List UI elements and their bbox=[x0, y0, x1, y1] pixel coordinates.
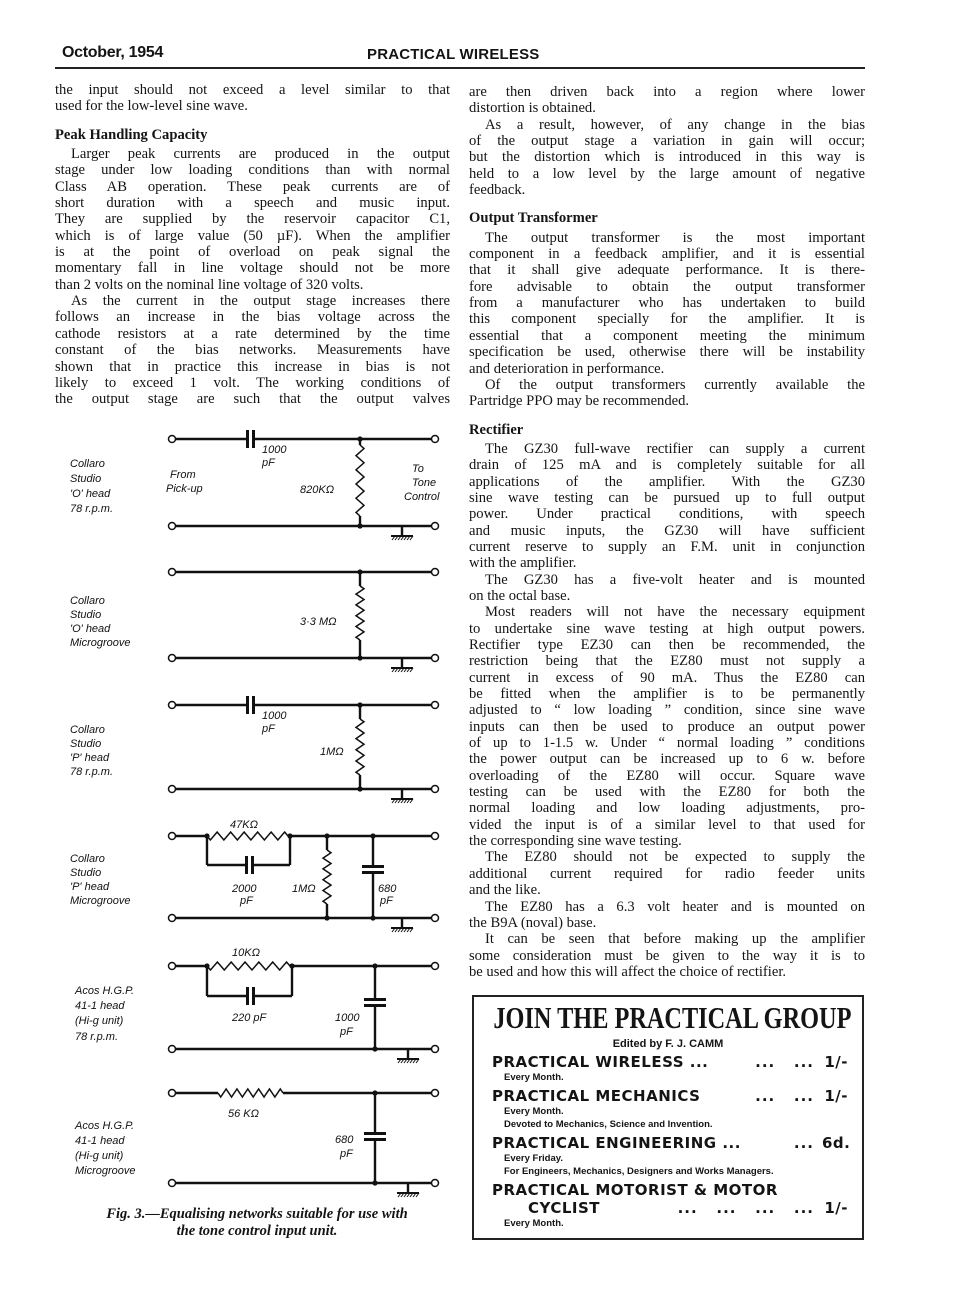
text-line: The output transformer is the most important bbox=[485, 229, 865, 246]
text-line: of the output stage a variation in gain will occur; bbox=[469, 133, 865, 150]
text-line: likely to exceed 1 volt. The working conditions of bbox=[55, 374, 450, 391]
publication-note: For Engineers, Mechanics, Designers and Works Managers. bbox=[504, 1166, 774, 1177]
pickup-label: 'P' head bbox=[70, 881, 110, 893]
terminal-icon bbox=[432, 1180, 439, 1187]
resistor-icon bbox=[356, 719, 364, 775]
text-line: Rectifier type EZ30 can then be recommended, the bbox=[469, 637, 865, 653]
text-line: short duration with a speech and music input. bbox=[55, 195, 450, 212]
component-label: pF bbox=[262, 723, 275, 735]
pickup-label: 78 r.p.m. bbox=[70, 503, 113, 515]
text-line: the power output can be increased up to 6 w. before bbox=[469, 751, 865, 768]
pickup-label: Studio bbox=[70, 738, 102, 750]
text-line: that it shall give adequate performance. It is there- bbox=[469, 262, 865, 279]
publication-note: Every Month. bbox=[504, 1105, 564, 1117]
resistor-icon bbox=[218, 1089, 283, 1097]
terminal-icon bbox=[169, 1046, 176, 1053]
text-line: testing can be used with the EZ80 for both the bbox=[469, 784, 865, 801]
component-label: pF bbox=[380, 895, 393, 907]
advert-items bbox=[474, 1053, 862, 1230]
capacitor-icon bbox=[245, 856, 248, 874]
resistor-icon bbox=[356, 445, 364, 516]
component-label: 220 pF bbox=[232, 1012, 267, 1024]
capacitor-icon bbox=[364, 998, 386, 1001]
leader-dots: ... ... bbox=[755, 1053, 814, 1071]
text-line: held to a low level by the large amount of negative bbox=[469, 165, 865, 182]
section-heading: Rectifier bbox=[469, 421, 524, 438]
text-line: essential that a component meeting the minimum bbox=[469, 327, 865, 344]
capacitor-icon bbox=[364, 1138, 386, 1141]
text-line: inputs can then be used to produce an output power bbox=[469, 718, 865, 735]
publication-name-cont: CYCLIST bbox=[528, 1198, 601, 1217]
terminal-icon bbox=[432, 569, 439, 576]
capacitor-icon bbox=[252, 430, 255, 448]
leader-dots: ... ... ... ... bbox=[677, 1198, 814, 1217]
leader-dots: ... ... bbox=[755, 1086, 814, 1105]
text-line: The EZ80 has a 6.3 volt heater and is mounted on bbox=[485, 898, 865, 915]
publication-note: Every Month. bbox=[504, 1217, 564, 1229]
text-line: Larger peak currents are produced in the output bbox=[71, 146, 450, 163]
component-label: 3·3 MΩ bbox=[300, 616, 337, 628]
capacitor-icon bbox=[364, 1132, 386, 1135]
pickup-label: 'O' head bbox=[70, 623, 111, 635]
text-line: Partridge PPO may be recommended. bbox=[469, 393, 690, 410]
magazine-title: PRACTICAL WIRELESS bbox=[367, 46, 540, 63]
text-line: used for the low-level sine wave. bbox=[55, 98, 248, 115]
component-label: 1000 bbox=[262, 710, 287, 722]
text-line: current reserve to supply an F.M. unit in conjunction bbox=[469, 538, 865, 555]
pickup-label: Collaro bbox=[70, 595, 105, 607]
junction-dot bbox=[357, 786, 362, 791]
publication-name: PRACTICAL WIRELESS ... bbox=[492, 1053, 709, 1071]
component-label: To bbox=[412, 463, 424, 475]
terminal-icon bbox=[169, 1090, 176, 1097]
text-line: Of the output transformers currently available the bbox=[485, 376, 865, 393]
caption-line: the tone control input unit. bbox=[176, 1222, 338, 1239]
resistor-icon bbox=[323, 850, 331, 904]
capacitor-icon bbox=[364, 1004, 386, 1007]
terminal-icon bbox=[169, 1180, 176, 1187]
advert-title: JOIN THE PRACTICAL GROUP bbox=[493, 1001, 852, 1035]
junction-dot bbox=[370, 915, 375, 920]
pickup-label: 41-1 head bbox=[75, 1000, 125, 1012]
text-line: restriction being that the EZ80 must not supply a bbox=[469, 653, 865, 670]
component-label: 1MΩ bbox=[292, 883, 316, 895]
text-line: constant of the bias networks. Measurements have bbox=[55, 342, 450, 359]
figure-caption bbox=[62, 1206, 452, 1239]
terminal-icon bbox=[432, 963, 439, 970]
pickup-label: Collaro bbox=[70, 458, 105, 470]
text-line: this component specially for the amplifier. It is bbox=[469, 311, 865, 328]
text-line: specification be used, otherwise there will be instability bbox=[469, 344, 865, 361]
pickup-label: Studio bbox=[70, 867, 102, 879]
text-line: the output stage are such that the output valves bbox=[55, 391, 450, 408]
section-heading: Output Transformer bbox=[469, 210, 598, 227]
publication-name: PRACTICAL MECHANICS bbox=[492, 1086, 701, 1105]
publication-price: 1/- bbox=[824, 1086, 848, 1105]
component-label: Tone bbox=[412, 477, 437, 489]
issue-date: October, 1954 bbox=[62, 44, 164, 61]
text-line: is at the point of overload on peak signal the bbox=[55, 244, 450, 261]
text-line: vided the input is of a similar level to that used for bbox=[469, 816, 865, 833]
advert-item-row bbox=[492, 1133, 851, 1152]
capacitor-icon bbox=[252, 696, 255, 714]
terminal-icon bbox=[169, 569, 176, 576]
junction-dot bbox=[324, 915, 329, 920]
text-line: Most readers will not have the necessary equipment bbox=[485, 604, 865, 621]
text-line: sine wave testing can be pursued up to full output bbox=[469, 489, 865, 506]
component-label: pF bbox=[262, 457, 275, 469]
text-line: shown that in practice this increase in bias is not bbox=[55, 358, 450, 375]
component-label: 10KΩ bbox=[232, 947, 260, 959]
text-line: component in a feedback amplifier, and it is essential bbox=[469, 246, 865, 263]
component-label: 2000 bbox=[232, 883, 257, 895]
component-label: Control bbox=[404, 491, 440, 503]
advert-item-row bbox=[492, 1087, 848, 1105]
text-line: power. Under practical conditions, with speech bbox=[469, 506, 865, 523]
pickup-label: 78 r.p.m. bbox=[75, 1031, 118, 1043]
text-line: They are supplied by the reservoir capacitor C1, bbox=[55, 211, 450, 228]
component-label: pF bbox=[340, 1026, 353, 1038]
text-line: be used and how this will affect the choice of rectifier. bbox=[469, 963, 787, 980]
component-label: Pick-up bbox=[166, 483, 203, 495]
text-line: overloading of the EZ80 will occur. Square wave bbox=[469, 767, 865, 784]
component-label: 680 bbox=[378, 883, 397, 895]
component-label: 56 KΩ bbox=[228, 1108, 259, 1120]
section-heading: Peak Handling Capacity bbox=[55, 126, 208, 143]
pickup-label: Studio bbox=[70, 609, 102, 621]
text-line: Class AB operation. These peak currents are of bbox=[55, 178, 450, 195]
text-line: The GZ30 has a five-volt heater and is mounted bbox=[485, 571, 865, 588]
leader-dots: ... bbox=[793, 1133, 814, 1152]
text-line: fore advisable to obtain the output transformer bbox=[469, 278, 865, 295]
component-label: 47KΩ bbox=[230, 819, 258, 831]
publication-note: Every Month. bbox=[504, 1072, 564, 1083]
junction-dot bbox=[357, 655, 362, 660]
text-line: The EZ80 should not be expected to supply the bbox=[485, 849, 865, 866]
terminal-icon bbox=[169, 963, 176, 970]
text-line: stage under low loading conditions than with normal bbox=[55, 162, 450, 179]
text-line: and the like. bbox=[469, 882, 541, 899]
capacitor-icon bbox=[362, 865, 384, 868]
advert-item-row bbox=[492, 1053, 848, 1071]
text-line: from a manufacturer who has undertaken to build bbox=[469, 295, 865, 312]
publication-price: 1/- bbox=[824, 1053, 848, 1071]
advert-editor: Edited by F. J. CAMM bbox=[612, 1038, 724, 1050]
capacitor-icon bbox=[251, 856, 254, 874]
pickup-label: Microgroove bbox=[75, 1165, 136, 1177]
advert-item-row bbox=[492, 1199, 848, 1217]
text-line: The GZ30 full-wave rectifier can supply a current bbox=[485, 440, 865, 457]
pickup-label: 78 r.p.m. bbox=[70, 766, 113, 778]
terminal-icon bbox=[169, 702, 176, 709]
pickup-label: (Hi-g unit) bbox=[75, 1150, 124, 1162]
text-line: As the current in the output stage increases there bbox=[71, 293, 450, 310]
text-line: additional current required for radio feeder units bbox=[469, 865, 865, 882]
text-line: follows an increase in the bias voltage across the bbox=[55, 309, 450, 326]
text-line: the corresponding sine wave testing. bbox=[469, 833, 682, 850]
terminal-icon bbox=[169, 655, 176, 662]
capacitor-icon bbox=[246, 696, 249, 714]
advert-item bbox=[474, 1181, 862, 1231]
text-line: but the distortion which is introduced in this way is bbox=[469, 149, 865, 166]
publication-note: Every Friday. bbox=[504, 1152, 563, 1164]
text-line: It can be seen that before making up the amplifier bbox=[485, 931, 865, 948]
junction-dot bbox=[372, 1046, 377, 1051]
text-line: cathode resistors at a rate determined by the time bbox=[55, 325, 450, 342]
publication-name: PRACTICAL MOTORIST & MOTOR bbox=[492, 1180, 778, 1199]
text-line: are then driven back into a region where lower bbox=[469, 84, 865, 100]
resistor-icon bbox=[356, 586, 364, 640]
text-line: with the amplifier. bbox=[469, 555, 577, 572]
terminal-icon bbox=[432, 786, 439, 793]
component-label: From bbox=[170, 469, 196, 481]
text-line: some consideration must be given to the way it is to bbox=[469, 947, 865, 964]
pickup-label: Acos H.G.P. bbox=[75, 985, 135, 997]
terminal-icon bbox=[169, 786, 176, 793]
text-line: of up to 1-1.5 w. Under “ normal loading ” conditions bbox=[469, 735, 865, 752]
text-line: drain of 125 mA and is completely suitable for all bbox=[469, 457, 865, 474]
text-line: be fitted when the amplifier is to be permanently bbox=[469, 686, 865, 703]
text-line: than 2 volts on the nominal line voltage of 320 volts. bbox=[55, 276, 364, 293]
terminal-icon bbox=[432, 833, 439, 840]
capacitor-icon bbox=[362, 871, 384, 874]
caption-line: Fig. 3.—Equalising networks suitable for use with bbox=[106, 1206, 408, 1222]
advert-item bbox=[474, 1087, 862, 1132]
text-line: the B9A (noval) base. bbox=[469, 914, 597, 931]
advert-item-title bbox=[492, 1181, 848, 1199]
pickup-label: Microgroove bbox=[70, 895, 131, 907]
terminal-icon bbox=[169, 833, 176, 840]
text-line: distortion is obtained. bbox=[469, 100, 596, 117]
advert-item bbox=[474, 1053, 862, 1085]
capacitor-icon bbox=[246, 987, 249, 1005]
capacitor-icon bbox=[252, 987, 255, 1005]
publication-name: PRACTICAL ENGINEERING ... bbox=[492, 1133, 741, 1152]
pickup-label: Collaro bbox=[70, 853, 105, 865]
component-label: 680 bbox=[335, 1134, 354, 1146]
publication-price: 1/- bbox=[824, 1198, 848, 1217]
publication-price: 6d. bbox=[822, 1133, 851, 1152]
text-line: As a result, however, of any change in the bias bbox=[485, 116, 865, 133]
terminal-icon bbox=[432, 655, 439, 662]
terminal-icon bbox=[432, 523, 439, 530]
component-label: 1MΩ bbox=[320, 746, 344, 758]
pickup-label: (Hi-g unit) bbox=[75, 1015, 124, 1027]
pickup-label: Acos H.G.P. bbox=[75, 1120, 135, 1132]
capacitor-icon bbox=[246, 430, 249, 448]
advert-item bbox=[474, 1134, 862, 1179]
terminal-icon bbox=[432, 702, 439, 709]
resistor-icon bbox=[207, 962, 290, 970]
terminal-icon bbox=[432, 1046, 439, 1053]
terminal-icon bbox=[169, 436, 176, 443]
text-line: adjusted to “ low loading ” condition, since sine wave bbox=[469, 702, 865, 719]
practical-group-advert bbox=[472, 995, 864, 1240]
component-label: pF bbox=[240, 895, 253, 907]
pickup-label: 41-1 head bbox=[75, 1135, 125, 1147]
text-line: to undertake sine wave testing at high output powers. bbox=[469, 620, 865, 637]
terminal-icon bbox=[432, 436, 439, 443]
text-line: and deterioration in performance. bbox=[469, 360, 665, 377]
component-label: pF bbox=[340, 1148, 353, 1160]
text-line: feedback. bbox=[469, 182, 526, 199]
junction-dot bbox=[357, 523, 362, 528]
terminal-icon bbox=[432, 1090, 439, 1097]
pickup-label: Microgroove bbox=[70, 637, 131, 649]
terminal-icon bbox=[169, 523, 176, 530]
text-line: applications of the amplifier. With the GZ30 bbox=[469, 473, 865, 490]
text-line: current in excess of 90 mA. Thus the EZ80 can bbox=[469, 669, 865, 686]
text-line: momentary fall in line voltage should not be more bbox=[55, 260, 450, 277]
publication-note: Devoted to Mechanics, Science and Invention. bbox=[504, 1119, 713, 1130]
pickup-label: 'P' head bbox=[70, 752, 110, 764]
text-line: and music inputs, the GZ30 will have sufficient bbox=[469, 522, 865, 539]
terminal-icon bbox=[432, 915, 439, 922]
pickup-label: Collaro bbox=[70, 724, 105, 736]
text-line: the input should not exceed a level similar to that bbox=[55, 82, 450, 98]
pickup-label: 'O' head bbox=[70, 488, 111, 500]
pickup-label: Studio bbox=[70, 473, 102, 485]
resistor-icon bbox=[207, 832, 288, 840]
text-line: normal loading and low loading adjustments, pro- bbox=[469, 800, 865, 817]
component-label: 1000 bbox=[335, 1012, 360, 1024]
junction-dot bbox=[372, 1180, 377, 1185]
component-label: 820KΩ bbox=[300, 484, 335, 496]
text-line: which is of large value (50 µF). When the amplifier bbox=[55, 227, 450, 244]
text-line: on the octal base. bbox=[469, 587, 571, 604]
terminal-icon bbox=[169, 915, 176, 922]
component-label: 1000 bbox=[262, 444, 287, 456]
